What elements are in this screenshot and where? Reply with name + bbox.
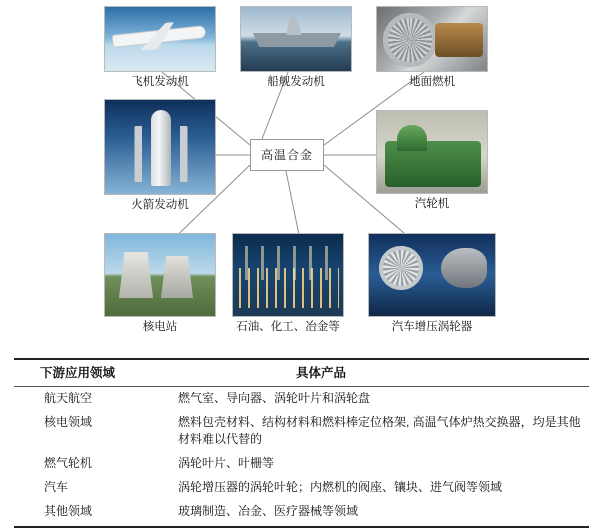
header-field: 下游应用领域 bbox=[40, 366, 116, 380]
node-petrochemical[interactable] bbox=[232, 233, 344, 335]
cell-products: 玻璃制造、冶金、医疗器械等领域 bbox=[178, 504, 359, 518]
cell-products: 燃气室、导向器、涡轮叶片和涡轮盘 bbox=[178, 391, 371, 405]
cell-field: 航天航空 bbox=[44, 391, 93, 405]
cell-products: 燃料包壳材料、结构材料和燃料棒定位格架, 高温气体炉热交换器，均是其他材料难以代替的 bbox=[178, 415, 581, 446]
table-bottom-rule bbox=[14, 526, 589, 528]
cell-products: 涡轮叶片、叶栅等 bbox=[178, 456, 275, 470]
cell-field: 其他领域 bbox=[44, 504, 93, 518]
turbocharger-photo bbox=[368, 233, 496, 317]
node-ground-gas-turbine[interactable] bbox=[376, 6, 488, 90]
table-body bbox=[14, 387, 589, 525]
refinery-photo bbox=[232, 233, 344, 317]
table-row bbox=[14, 476, 589, 500]
airliner-photo bbox=[104, 6, 216, 72]
node-caption: 核电站 bbox=[142, 321, 178, 333]
rocket-photo bbox=[104, 99, 216, 195]
table-row bbox=[14, 500, 589, 524]
cell-products: 涡轮增压器的涡轮叶轮；内燃机的阀座、镶块、进气阀等领域 bbox=[178, 480, 503, 494]
naval-ship-photo bbox=[240, 6, 352, 72]
cooling-towers-photo bbox=[104, 233, 216, 317]
table-row bbox=[14, 387, 589, 412]
center-node-hta[interactable]: 高温合金 bbox=[250, 139, 324, 171]
header-products: 具体产品 bbox=[296, 366, 347, 380]
table-row bbox=[14, 452, 589, 476]
gas-turbine-photo bbox=[376, 6, 488, 72]
node-caption: 汽轮机 bbox=[414, 198, 450, 210]
cell-field: 燃气轮机 bbox=[44, 456, 93, 470]
node-caption: 火箭发动机 bbox=[131, 199, 189, 211]
node-steam-turbine[interactable] bbox=[376, 110, 488, 212]
node-turbocharger[interactable] bbox=[368, 233, 496, 335]
table-head bbox=[14, 359, 589, 387]
node-marine-engine[interactable] bbox=[240, 6, 352, 90]
node-caption: 地面燃机 bbox=[409, 76, 455, 88]
node-aero-engine[interactable] bbox=[104, 6, 216, 90]
cell-field: 汽车 bbox=[44, 480, 69, 494]
steam-turbine-photo bbox=[376, 110, 488, 194]
node-caption: 飞机发动机 bbox=[131, 76, 189, 88]
applications-table bbox=[14, 358, 589, 524]
node-caption: 船舰发动机 bbox=[267, 76, 325, 88]
table-row bbox=[14, 411, 589, 452]
node-caption: 石油、化工、冶金等 bbox=[236, 321, 340, 333]
table-header-row bbox=[14, 359, 589, 387]
downstream-applications-table bbox=[14, 358, 589, 528]
cell-field: 核电领域 bbox=[44, 415, 93, 429]
node-nuclear-plant[interactable] bbox=[104, 233, 216, 335]
node-caption: 汽车增压涡轮器 bbox=[391, 321, 473, 333]
node-rocket-engine[interactable] bbox=[104, 99, 216, 213]
